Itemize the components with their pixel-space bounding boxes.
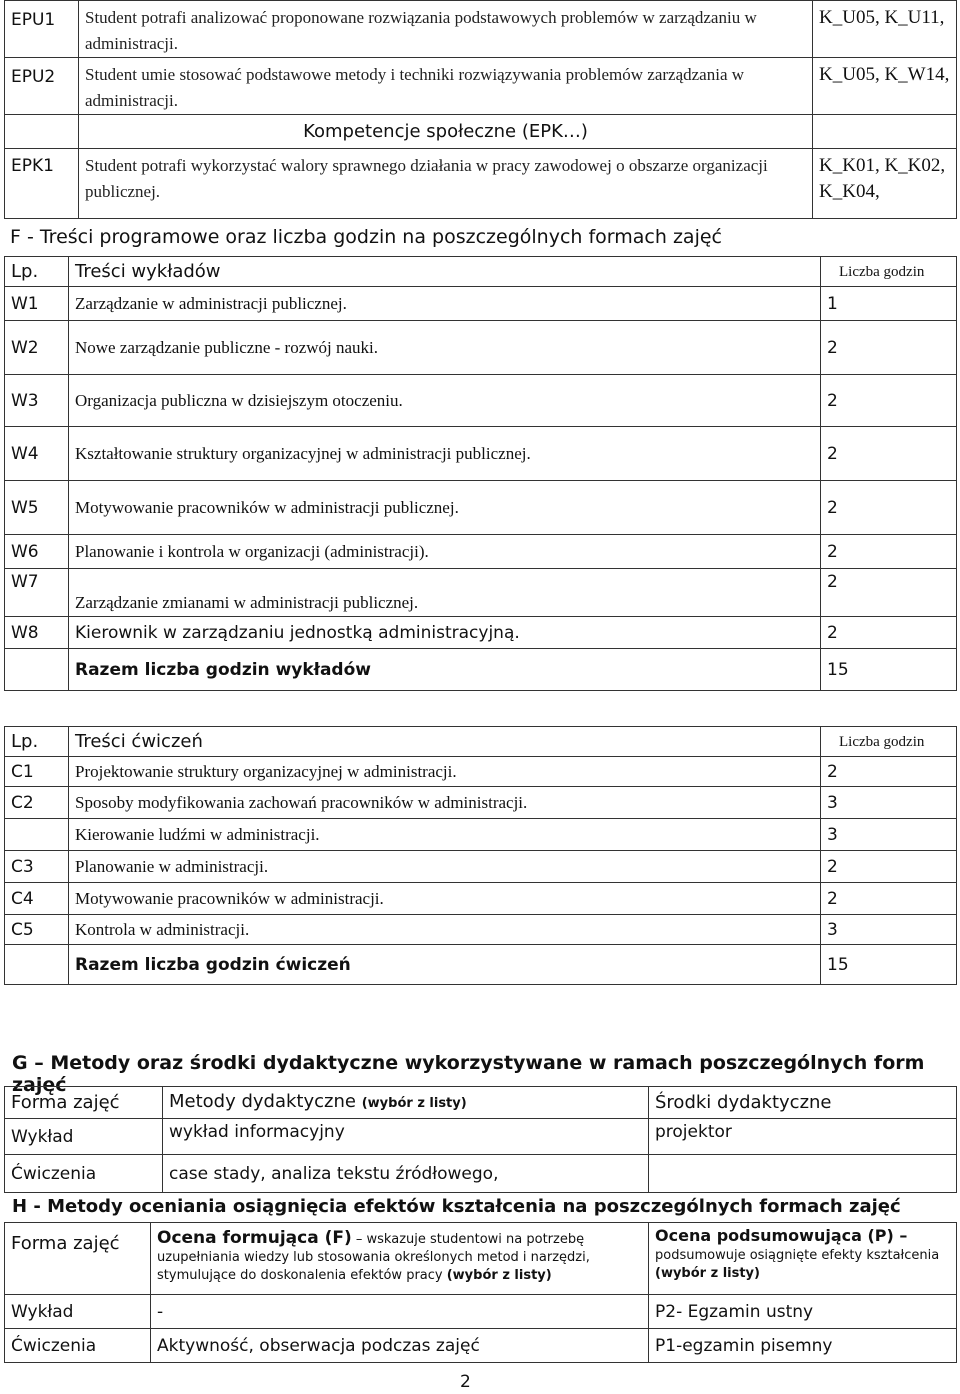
row-text: Sposoby modyfikowania zachowań pracowników w administracji. [69,787,821,819]
table-row [5,481,957,535]
row-podsumowujaca: P1-egzamin pisemny [649,1329,957,1363]
metody-header [163,1087,649,1119]
row-lp: W3 [5,375,69,427]
podsumowujaca-header [649,1223,957,1295]
formujaca-desc: – wskazuje studentowi na potrzebę uzupełniania wiedzy lub stosowania określonych metod i narzędzi, stymulujące do doskonalenia efektów pracy [157,1232,590,1283]
row-hours: 3 [821,915,957,945]
podsumowujaca-note: (wybór z listy) [655,1266,760,1281]
row-lp: W8 [5,617,69,649]
table-row [5,757,957,787]
efekt-refs: K_U05, K_W14, [813,58,957,115]
efekt-code: EPU2 [5,58,79,115]
razem-cwiczenia-label: Razem liczba godzin ćwiczeń [69,945,821,985]
row-formujaca: - [151,1295,649,1329]
metody-header-note: (wybór z listy) [361,1095,467,1111]
row-srodki [649,1155,957,1193]
row-hours: 2 [821,883,957,915]
metody-table [4,1086,957,1193]
formujaca-header [151,1223,649,1295]
razem-wyklady-hours: 15 [821,649,957,691]
formujaca-note: (wybór z listy) [446,1268,552,1283]
row-hours: 3 [821,787,957,819]
table-row [5,375,957,427]
epk-row [5,149,957,219]
formujaca-title: Ocena formująca (F) [157,1228,352,1248]
row-text: Kierownik w zarządzaniu jednostką administracyjną. [69,617,821,649]
row-lp: W7 [5,569,69,617]
srodki-header: Środki dydaktyczne [649,1087,957,1119]
row-lp: W1 [5,287,69,321]
table-row [5,617,957,649]
efekt-text: Student umie stosować podstawowe metody i techniki rozwiązywania problemów zarządzania w administracji. [79,58,813,115]
hours-header: Liczba godzin [821,257,957,287]
podsumowujaca-title: Ocena podsumowująca (P) – [655,1226,908,1245]
efekt-row [5,1,957,58]
epk-text: Student potrafi wykorzystać walory sprawnego działania w pracy zawodowej o obszarze organizacji publicznej. [79,149,813,219]
row-forma: Wykład [5,1119,163,1155]
row-hours: 2 [821,535,957,569]
section-h-title: H - Metody oceniania osiągnięcia efektów kształcenia na poszczególnych formach zajęć [12,1196,901,1217]
metody-header-label: Metody dydaktyczne [169,1090,356,1112]
table-row [5,569,957,617]
efekt-refs: K_U05, K_U11, [813,1,957,58]
forma-header: Forma zajęć [5,1087,163,1119]
lp-header: Lp. [5,727,69,757]
row-hours: 2 [821,481,957,535]
row-lp: C3 [5,851,69,883]
row-podsumowujaca: P2- Egzamin ustny [649,1295,957,1329]
row-lp [5,819,69,851]
ocena-table [4,1222,957,1363]
row-text: Projektowanie struktury organizacyjnej w administracji. [69,757,821,787]
row-hours: 2 [821,757,957,787]
row-forma: Ćwiczenia [5,1329,151,1363]
table-row [5,787,957,819]
table-row [5,1119,957,1155]
efekt-code: EPU1 [5,1,79,58]
row-hours: 2 [821,321,957,375]
row-text: Planowanie w administracji. [69,851,821,883]
row-hours: 2 [821,427,957,481]
table-row [5,287,957,321]
table-row [5,427,957,481]
table-row [5,851,957,883]
row-lp: C2 [5,787,69,819]
row-text: Zarządzanie zmianami w administracji publicznej. [69,569,821,617]
section-f-title: F - Treści programowe oraz liczba godzin na poszczególnych formach zajęć [10,226,722,248]
table-row [5,1295,957,1329]
row-lp: W2 [5,321,69,375]
row-hours: 2 [821,569,957,617]
wyklady-header-row [5,257,957,287]
row-lp: C1 [5,757,69,787]
hours-header: Liczba godzin [821,727,957,757]
page-number: 2 [460,1372,471,1392]
row-metody: wykład informacyjny [163,1119,649,1155]
row-forma: Wykład [5,1295,151,1329]
cwiczenia-header: Treści ćwiczeń [69,727,821,757]
row-text: Nowe zarządzanie publiczne - rozwój nauki. [69,321,821,375]
cwiczenia-table [4,726,957,985]
wyklady-header: Treści wykładów [69,257,821,287]
epk-code: EPK1 [5,149,79,219]
row-metody: case stady, analiza tekstu źródłowego, [163,1155,649,1193]
row-formujaca: Aktywność, obserwacja podczas zajęć [151,1329,649,1363]
row-text: Motywowanie pracowników w administracji publicznej. [69,481,821,535]
row-text: Motywowanie pracowników w administracji. [69,883,821,915]
lp-header: Lp. [5,257,69,287]
row-hours: 3 [821,819,957,851]
row-hours: 2 [821,375,957,427]
section-g-title: G – Metody oraz środki dydaktyczne wykorzystywane w ramach poszczególnych form zajęć [12,1052,925,1096]
row-hours: 2 [821,851,957,883]
table-row [5,1329,957,1363]
table-row [5,819,957,851]
row-text: Organizacja publiczna w dzisiejszym otoczeniu. [69,375,821,427]
table-row [5,883,957,915]
metody-header-row [5,1087,957,1119]
epk-refs: K_K01, K_K02, K_K04, [813,149,957,219]
row-lp: W4 [5,427,69,481]
wyklady-table [4,256,957,691]
row-text: Planowanie i kontrola w organizacji (administracji). [69,535,821,569]
cwiczenia-header-row [5,727,957,757]
row-text: Kontrola w administracji. [69,915,821,945]
row-lp: C5 [5,915,69,945]
table-row [5,535,957,569]
row-lp: C4 [5,883,69,915]
efekt-row [5,58,957,115]
row-forma: Ćwiczenia [5,1155,163,1193]
razem-cwiczenia-hours: 15 [821,945,957,985]
row-lp: W5 [5,481,69,535]
row-lp: W6 [5,535,69,569]
razem-wyklady-label: Razem liczba godzin wykładów [69,649,821,691]
razem-row [5,945,957,985]
table-row [5,321,957,375]
efekty-table [4,0,957,219]
podsumowujaca-desc: podsumowuje osiągnięte efekty kształcenia [655,1248,940,1263]
row-srodki: projektor [649,1119,957,1155]
kompetencje-header-row [5,115,957,149]
table-row [5,915,957,945]
forma-header: Forma zajęć [5,1223,151,1295]
row-hours: 2 [821,617,957,649]
ocena-header-row [5,1223,957,1295]
kompetencje-header: Kompetencje społeczne (EPK…) [79,115,813,149]
row-hours: 1 [821,287,957,321]
efekt-text: Student potrafi analizować proponowane rozwiązania podstawowych problemów w zarządzaniu w administracji. [79,1,813,58]
row-text: Zarządzanie w administracji publicznej. [69,287,821,321]
table-row [5,1155,957,1193]
row-text: Kierowanie ludźmi w administracji. [69,819,821,851]
row-text: Kształtowanie struktury organizacyjnej w administracji publicznej. [69,427,821,481]
razem-row [5,649,957,691]
